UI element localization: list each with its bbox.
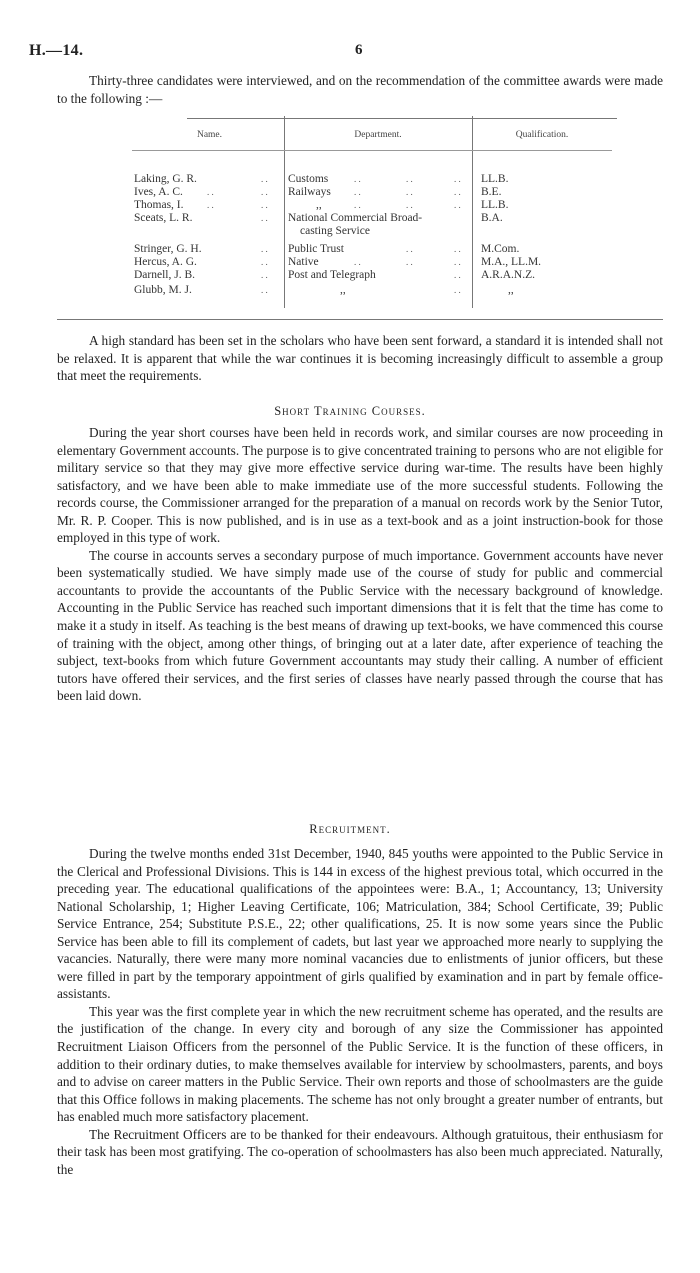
- leader-dots: . .: [354, 174, 361, 184]
- cell-qualification: B.E.: [481, 186, 502, 198]
- leader-dots: . .: [406, 200, 413, 210]
- cell-qualification: LL.B.: [481, 199, 509, 211]
- cell-qualification: LL.B.: [481, 173, 509, 185]
- leader-dots: . .: [261, 257, 268, 267]
- section-heading-short-training: Short Training Courses.: [274, 404, 426, 418]
- leader-dots: . .: [454, 270, 461, 280]
- short-training-text: [57, 424, 663, 705]
- cell-name: Stringer, G. H.: [134, 243, 202, 255]
- cell-name: Glubb, M. J.: [134, 284, 192, 296]
- leader-dots: . .: [261, 244, 268, 254]
- recruitment-paragraph: The Recruitment Officers are to be thanked for their endeavours. Although gratuitous, their enthusiasm for their task has been most gratifying. The co-operation of schoolmasters has also been much appreciated. Naturally, the: [57, 1126, 663, 1177]
- intro-paragraph-block: [57, 72, 663, 107]
- cell-department: Public Trust: [288, 243, 344, 255]
- cell-qualification: M.A., LL.M.: [481, 256, 542, 268]
- cell-name: Sceats, L. R.: [134, 212, 193, 224]
- cell-department: ,,: [340, 284, 346, 296]
- leader-dots: . .: [406, 174, 413, 184]
- leader-dots: . .: [454, 285, 461, 295]
- leader-dots: . .: [354, 200, 361, 210]
- cell-department: Customs: [288, 173, 329, 185]
- page-number: 6: [355, 42, 363, 58]
- leader-dots: . .: [207, 200, 214, 210]
- cell-name: Thomas, I.: [134, 199, 184, 211]
- leader-dots: . .: [454, 257, 461, 267]
- intro-paragraph: Thirty-three candidates were interviewed, and on the recommendation of the committee awards were made to the following :—: [57, 73, 663, 106]
- recruitment-text: [57, 845, 663, 1178]
- document-reference: H.—14.: [29, 42, 84, 59]
- recruitment-paragraph: During the twelve months ended 31st December, 1940, 845 youths were appointed to the Public Service in the Clerical and Professional Divisions. This is 144 in excess of the highest previous total, which occurred in the preceding year. The educational qualifications of the appointees were: B.A., 1; Accountancy, 13; University National Scholarship, 1; Higher Leaving Certificate, 106; Matriculation, 384; School Certificate, 39; Public Service Entrance, 254; Substitute P.S.E., 22; other qualifications, 25. It is now some years since the Public Service has been able to fill its complement of cadets, but last year we approached more nearly to supplying the vacancies. Naturally, there were many more nominal vacancies due to enlistments of junior officers, but these were filled in part by the temporary appointment of girls qualified by examination and in part by female office-assistants.: [57, 846, 663, 1002]
- standard-paragraph-block: [57, 332, 663, 385]
- leader-dots: . .: [454, 200, 461, 210]
- cell-name: Hercus, A. G.: [134, 256, 197, 268]
- column-header-name: Name.: [196, 130, 223, 140]
- leader-dots: . .: [261, 174, 268, 184]
- recruitment-paragraph: This year was the first complete year in which the new recruitment scheme has operated, and the results are the justification of the change. In every city and borough of any size the Commissioner has appointed Recruitment Liaison Officers from the personnel of the Public Service. It is the function of these officers, in addition to their ordinary duties, to make themselves available for interview by schoolmasters, parents, and boys and to advise on career matters in the Public Service. Their own reports and those of schoolmasters are the guide that this Office follows in making placements. The scheme has not only brought a greater number of entrants, but has enabled much more satisfactory placement.: [57, 1003, 663, 1125]
- leader-dots: . .: [261, 270, 268, 280]
- cell-qualification: ,,: [508, 284, 514, 296]
- column-divider: [472, 116, 473, 308]
- cell-qualification: B.A.: [481, 212, 503, 224]
- cell-department: Post and Telegraph: [288, 269, 376, 281]
- cell-department: National Commercial Broad-: [288, 212, 423, 224]
- cell-name: Laking, G. R.: [134, 173, 197, 185]
- cell-department: Native: [288, 256, 319, 268]
- leader-dots: . .: [261, 200, 268, 210]
- leader-dots: . .: [354, 257, 361, 267]
- leader-dots: . .: [354, 187, 361, 197]
- table-header-rule: [132, 150, 612, 151]
- cell-department-continued: casting Service: [300, 225, 370, 237]
- cell-department: Railways: [288, 186, 331, 198]
- standard-paragraph: A high standard has been set in the scholars who have been sent forward, a standard it is intended shall not be relaxed. It is apparent that while the war continues it is becoming increasingly difficult to assemble a group that meet the requirements.: [57, 333, 663, 384]
- section-heading-recruitment: Recruitment.: [309, 822, 391, 836]
- cell-department: ,,: [316, 199, 322, 211]
- column-header-department: Department.: [354, 130, 402, 140]
- leader-dots: . .: [454, 174, 461, 184]
- column-header-qualification: Qualification.: [515, 130, 569, 140]
- leader-dots: . .: [406, 244, 413, 254]
- cell-name: Darnell, J. B.: [134, 269, 196, 281]
- awards-table: [132, 116, 612, 316]
- leader-dots: . .: [207, 187, 214, 197]
- short-training-paragraph: During the year short courses have been held in records work, and similar courses are now proceeding in elementary Government accounts. The purpose is to give concentrated training to persons who are not eligible for military service so that they may give more effective service during war-time. The results have been highly satisfactory, and we have been able to make immediate use of the more successful students. Following the records course, the Commissioner arranged for the preparation of a manual on records work by the Senior Tutor, Mr. R. P. Cooper. This is now published, and is in use as a text-book and as a joint instruction-book for those employed in this type of work.: [57, 425, 663, 546]
- leader-dots: . .: [454, 244, 461, 254]
- table-bottom-rule: [57, 319, 663, 320]
- cell-name: Ives, A. C.: [134, 186, 183, 198]
- leader-dots: . .: [261, 213, 268, 223]
- short-training-paragraph: The course in accounts serves a secondary purpose of much importance. Government accounts have never been systematically studied. We have simply made use of the course of study for public and commercial accountants to provide the accountants of the Public Service with the necessary background of knowledge. Accounting in the Public Service has reached such important dimensions that it is felt that the time has come to make it a study in itself. As teaching is the best means of drawing up text-books, we have commenced this course of training with the object, among other things, of bringing out at a later date, after experience of teaching the subject, text-books from which future Government accountants may study their calling. A number of efficient tutors have offered their services, and the first series of classes have nearly passed through the course that has been laid down.: [57, 547, 663, 704]
- leader-dots: . .: [406, 257, 413, 267]
- leader-dots: . .: [261, 285, 268, 295]
- cell-qualification: A.R.A.N.Z.: [481, 269, 535, 281]
- leader-dots: . .: [261, 187, 268, 197]
- cell-qualification: M.Com.: [481, 243, 520, 255]
- column-divider: [284, 116, 285, 308]
- leader-dots: . .: [454, 187, 461, 197]
- leader-dots: . .: [406, 187, 413, 197]
